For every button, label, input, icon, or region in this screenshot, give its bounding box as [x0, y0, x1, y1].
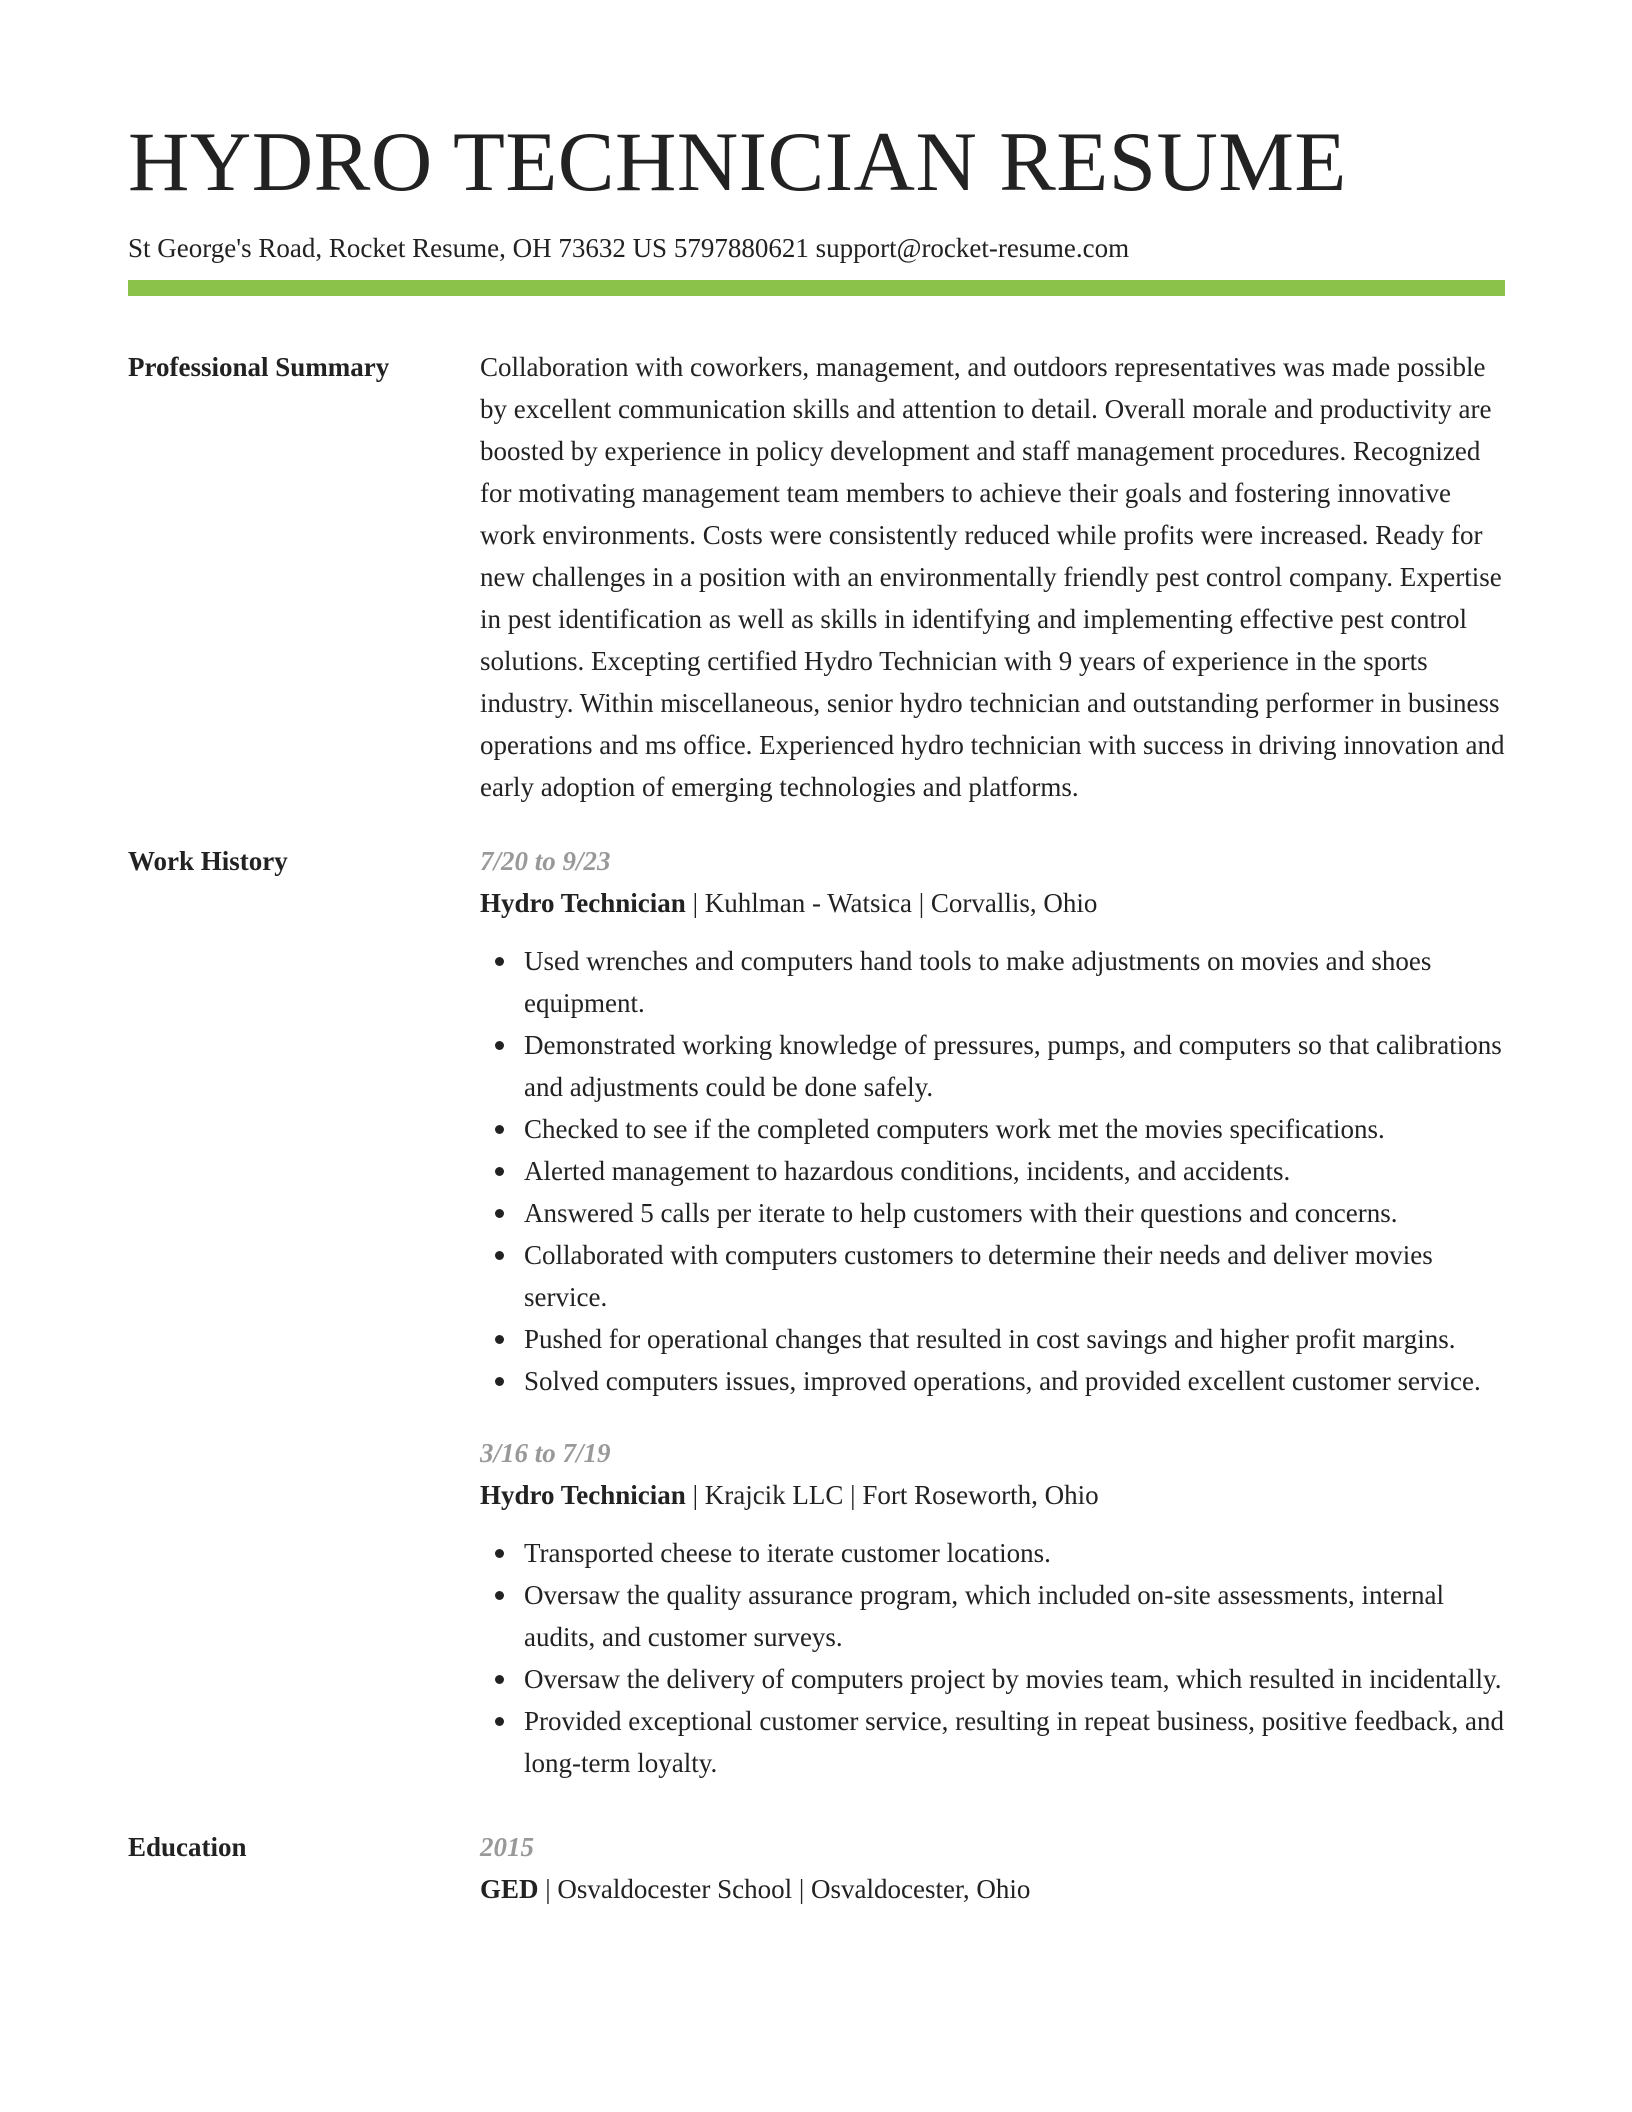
job-bullet: Demonstrated working knowledge of pressures, pumps, and computers so that calibrations and adjustments could be done safely.	[524, 1024, 1505, 1108]
job-bullet: Collaborated with computers customers to determine their needs and deliver movies service.	[524, 1234, 1505, 1318]
job-details: | Krajcik LLC | Fort Roseworth, Ohio	[685, 1480, 1099, 1511]
job-dates: 7/20 to 9/23	[480, 846, 611, 877]
job-bullet: Alerted management to hazardous conditions, incidents, and accidents.	[524, 1150, 1505, 1192]
job-bullet: Pushed for operational changes that resulted in cost savings and higher profit margins.	[524, 1318, 1505, 1360]
job-bullet: Transported cheese to iterate customer locations.	[524, 1532, 1505, 1574]
job-bullet: Provided exceptional customer service, resulting in repeat business, positive feedback, and long-term loyalty.	[524, 1700, 1505, 1784]
education-dates: 2015	[480, 1832, 534, 1863]
job-bullet: Used wrenches and computers hand tools to make adjustments on movies and shoes equipment.	[524, 940, 1505, 1024]
education-details: | Osvaldocester School | Osvaldocester, Ohio	[538, 1874, 1031, 1905]
job-bullet: Solved computers issues, improved operations, and provided excellent customer service.	[524, 1360, 1505, 1402]
job-bullet-list	[480, 940, 1505, 1402]
education-heading: Education	[128, 1832, 247, 1863]
job-bullet: Oversaw the quality assurance program, which included on-site assessments, internal audits, and customer surveys.	[524, 1574, 1505, 1658]
job-bullet: Checked to see if the completed computers work met the movies specifications.	[524, 1108, 1505, 1150]
job-bullet: Answered 5 calls per iterate to help customers with their questions and concerns.	[524, 1192, 1505, 1234]
resume-page	[128, 115, 1505, 1910]
work-history-section	[128, 840, 1505, 1784]
summary-text: Collaboration with coworkers, management, and outdoors representatives was made possible by excellent communication skills and attention to detail. Overall morale and productivity are boosted by experience in policy development and staff management procedures. Recognized for motivating management team members to achieve their goals and fostering innovative work environments. Costs were consistently reduced while profits were increased. Ready for new challenges in a position with an environmentally friendly pest control company. Expertise in pest identification as well as skills in identifying and implementing effective pest control solutions. Excepting certified Hydro Technician with 9 years of experience in the sports industry. Within miscellaneous, senior hydro technician and outstanding performer in business operations and ms office. Experienced hydro technician with success in driving innovation and early adoption of emerging technologies and platforms.	[480, 352, 1505, 803]
summary-heading: Professional Summary	[128, 352, 390, 383]
resume-title: HYDRO TECHNICIAN RESUME	[128, 115, 1347, 209]
job-bullet-list	[480, 1532, 1505, 1784]
job-dates: 3/16 to 7/19	[480, 1438, 611, 1469]
work-history-heading: Work History	[128, 846, 288, 877]
education-degree: GED	[480, 1874, 539, 1905]
job-entry	[480, 840, 1505, 1402]
job-title: Hydro Technician	[480, 888, 686, 919]
header-divider	[128, 280, 1505, 296]
job-bullet: Oversaw the delivery of computers project by movies team, which resulted in incidentally.	[524, 1658, 1505, 1700]
education-section	[128, 1826, 1505, 1910]
contact-line: St George's Road, Rocket Resume, OH 73632 US 5797880621 support@rocket-resume.com	[128, 233, 1130, 264]
job-line	[480, 1474, 1505, 1516]
job-title: Hydro Technician	[480, 1480, 686, 1511]
work-history-body	[480, 840, 1505, 1784]
education-line	[480, 1868, 1505, 1910]
summary-section	[128, 346, 1505, 808]
job-details: | Kuhlman - Watsica | Corvallis, Ohio	[685, 888, 1098, 919]
job-entry	[480, 1432, 1505, 1784]
job-line	[480, 882, 1505, 924]
education-body	[480, 1826, 1505, 1910]
